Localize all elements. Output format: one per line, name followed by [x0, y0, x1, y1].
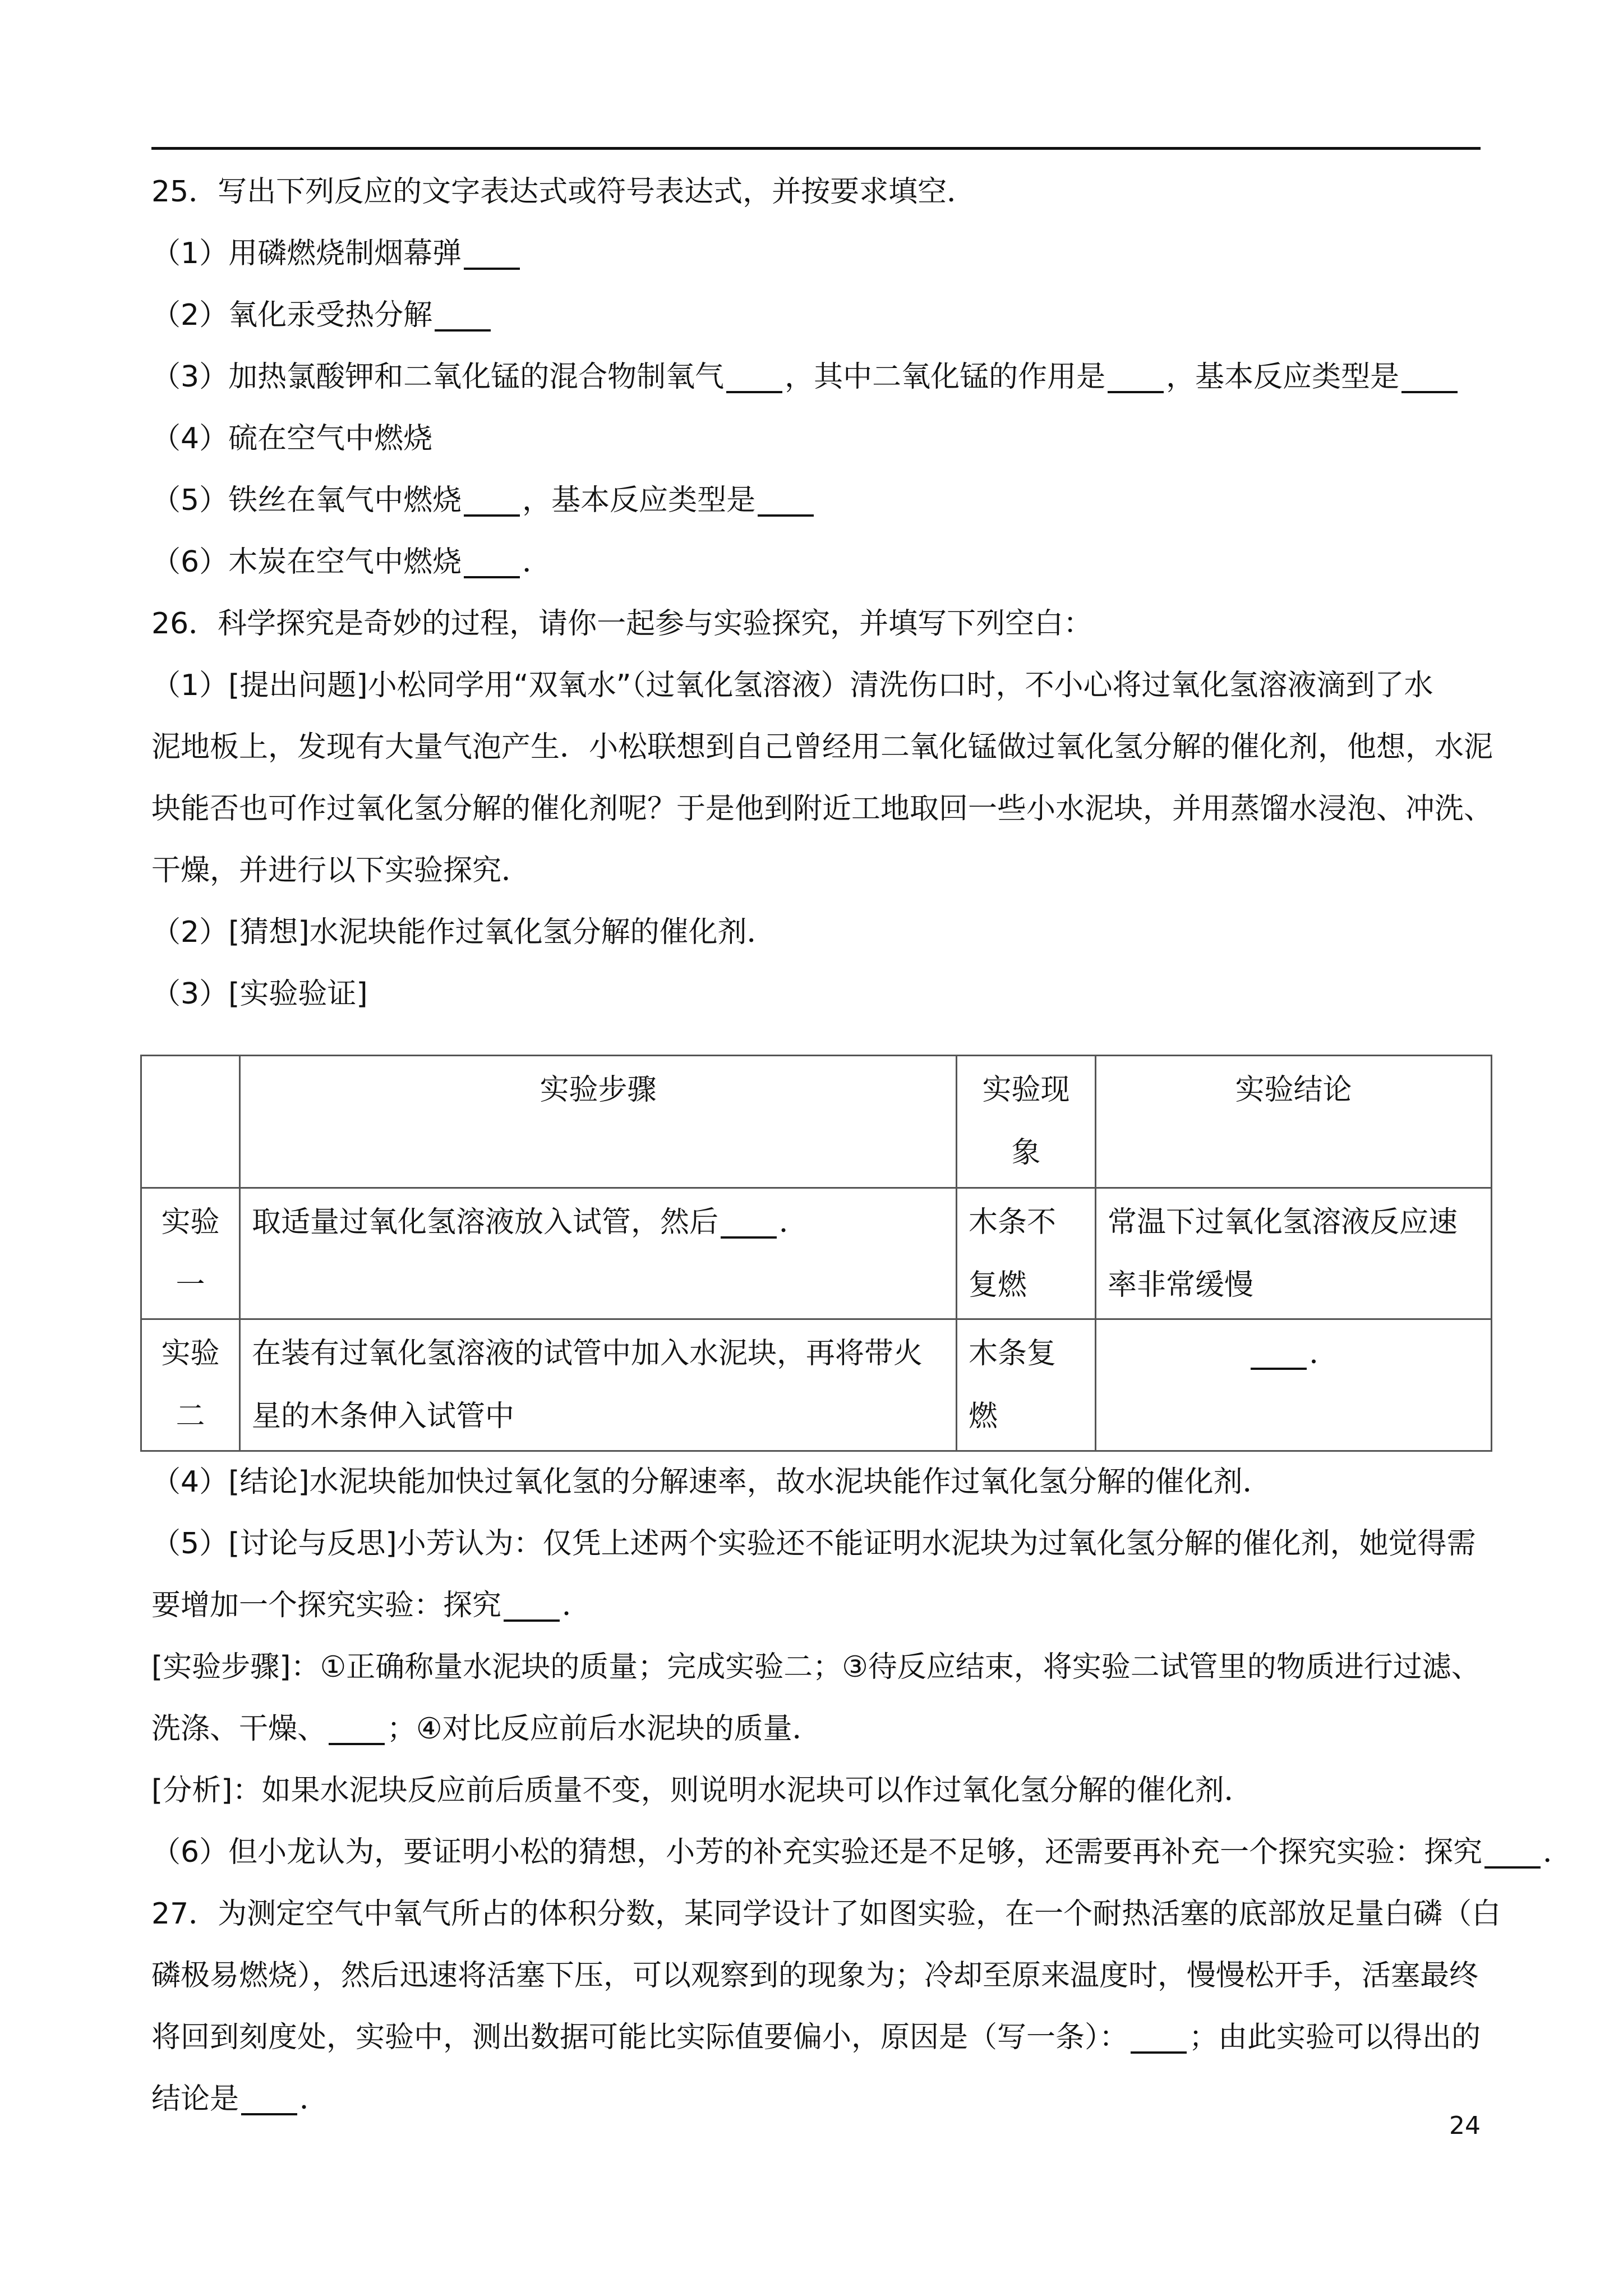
answer-blank[interactable]	[726, 391, 782, 393]
answer-blank[interactable]	[464, 514, 520, 517]
q26-para2: （2）[猜想]水泥块能作过氧化氢分解的催化剂．	[151, 915, 776, 949]
table-cell-phenomenon: 木条复燃	[957, 1319, 1096, 1451]
table-row	[141, 1319, 1492, 1451]
table-header-row	[141, 1056, 1492, 1188]
q27-line2: 磷极易燃烧），然后迅速将活塞下压，可以观察到的现象为；冷却至原来温度时，慢慢松开手，活塞最终	[151, 1959, 1479, 1993]
q27-line4: 结论是 ．	[151, 2082, 329, 2116]
table-header-cell: 实验现象	[957, 1056, 1096, 1188]
q26-para5-line2: 要增加一个探究实验：探究 ．	[151, 1589, 592, 1622]
answer-blank[interactable]	[464, 576, 520, 578]
header-rule	[151, 147, 1481, 150]
q26-analysis: [分析]：如果水泥块反应前后质量不变，则说明水泥块可以作过氧化氢分解的催化剂．	[151, 1774, 1253, 1807]
table-header-cell	[141, 1056, 240, 1188]
table-cell-label: 实验一	[141, 1188, 240, 1319]
q25-item-3: （3）加热氯酸钾和二氧化锰的混合物制氧气 ，其中二氧化锰的作用是 ，基本反应类型是	[151, 352, 1481, 402]
table-cell-phenomenon: 木条不复燃	[957, 1188, 1096, 1319]
q26-para1-line1: （1）[提出问题]小松同学用“双氧水”（过氧化氢溶液）清洗伤口时，不小心将过氧化氢溶液滴到了水	[151, 669, 1433, 702]
answer-blank[interactable]	[1484, 1866, 1541, 1869]
answer-blank[interactable]	[1131, 2051, 1187, 2054]
answer-blank[interactable]	[1401, 391, 1458, 393]
q26-intro: 26．科学探究是奇妙的过程，请你一起参与实验探究，并填写下列空白：	[151, 607, 1093, 641]
answer-blank[interactable]	[241, 2113, 297, 2115]
q26-para6: （6）但小龙认为，要证明小松的猜想，小芳的补充实验还是不足够，还需要再补充一个探究实验：探究 ．	[151, 1835, 1573, 1869]
q26-steps-line2: 洗涤、干燥、 ；④对比反应前后水泥块的质量．	[151, 1712, 822, 1746]
answer-blank[interactable]	[464, 268, 520, 270]
q27-line1: 27．为测定空气中氧气所占的体积分数，某同学设计了如图实验，在一个耐热活塞的底部放足量白磷（白	[151, 1897, 1501, 1931]
table-cell-step: 取适量过氧化氢溶液放入试管，然后 ．	[240, 1188, 957, 1319]
table-header-cell: 实验结论	[1096, 1056, 1492, 1188]
q25-item-2: （2）氧化汞受热分解	[151, 290, 1481, 341]
answer-blank[interactable]	[329, 1743, 385, 1745]
q26-para4: （4）[结论]水泥块能加快过氧化氢的分解速率，故水泥块能作过氧化氢分解的催化剂．	[151, 1465, 1272, 1499]
table-cell-label: 实验二	[141, 1319, 240, 1451]
q25-item-5: （5）铁丝在氧气中燃烧 ，基本反应类型是	[151, 475, 1481, 526]
answer-blank[interactable]	[1108, 391, 1164, 393]
q26-para5-line1: （5）[讨论与反思]小芳认为：仅凭上述两个实验还不能证明水泥块为过氧化氢分解的催化剂，她觉得需	[151, 1527, 1476, 1561]
q25-item-6: （6）木炭在空气中燃烧 ．	[151, 545, 552, 579]
table-cell-conclusion: 常温下过氧化氢溶液反应速率非常缓慢	[1096, 1188, 1492, 1319]
answer-blank[interactable]	[504, 1619, 560, 1622]
q27-line3: 将回到刻度处，实验中，测出数据可能比实际值要偏小，原因是（写一条）： ；由此实验可以得出的	[151, 2021, 1481, 2054]
experiment-table	[140, 1055, 1492, 1452]
table-cell-conclusion: ．	[1096, 1319, 1492, 1451]
table-row	[141, 1188, 1492, 1319]
q25-intro: 25．写出下列反应的文字表达式或符号表达式，并按要求填空．	[151, 175, 976, 209]
table-cell-step: 在装有过氧化氢溶液的试管中加入水泥块，再将带火星的木条伸入试管中	[240, 1319, 957, 1451]
q26-para1-line4: 干燥，并进行以下实验探究．	[151, 854, 531, 887]
q26-para1-line2: 泥地板上，发现有大量气泡产生．小松联想到自己曾经用二氧化锰做过氧化氢分解的催化剂，他想，水泥	[151, 730, 1493, 764]
answer-blank[interactable]	[435, 329, 491, 332]
answer-blank[interactable]	[1251, 1368, 1307, 1370]
q26-para3: （3）[实验验证]	[151, 977, 368, 1011]
q26-para1-line3: 块能否也可作过氧化氢分解的催化剂呢？于是他到附近工地取回一些小水泥块，并用蒸馏水浸泡、冲洗、	[151, 792, 1493, 826]
q25-item-4: （4）硫在空气中燃烧	[151, 422, 433, 455]
q25-item-1: （1）用磷燃烧制烟幕弹	[151, 228, 1481, 279]
q26-steps-line1: [实验步骤]：①正确称量水泥块的质量；完成实验二；③待反应结束，将实验二试管里的物质进行过滤、	[151, 1650, 1481, 1684]
answer-blank[interactable]	[758, 514, 814, 517]
page-number: 24	[1449, 2111, 1481, 2140]
answer-blank[interactable]	[721, 1236, 777, 1239]
table-header-cell: 实验步骤	[240, 1056, 957, 1188]
